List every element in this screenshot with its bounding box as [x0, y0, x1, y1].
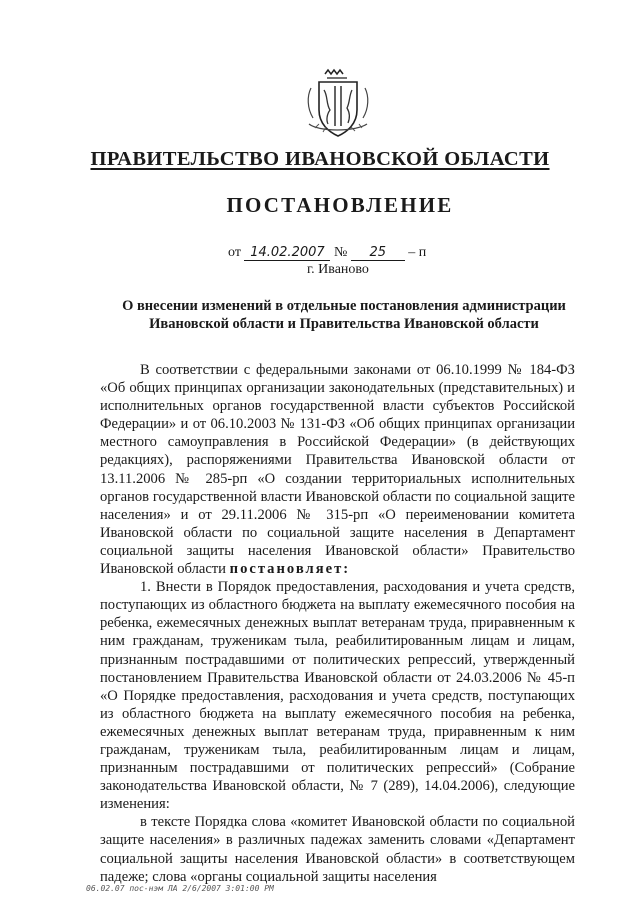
coat-of-arms-icon — [297, 68, 379, 140]
amendment-paragraph: в тексте Порядка слова «комитет Ивановской области по социальной защите населения» в различных падежах заменить словами «Департамент социальной защиты населения Ивановской области» в соответствующем падеже; слова «органы социальной защиты населения — [100, 814, 575, 885]
preamble-text: В соответствии с федеральными законами от 06.10.1999 № 184-ФЗ «Об общих принципах организации законодательных (представительных) и исполнительных органов государственной власти субъектов Российской Федерации» и от 06.10.2003 № 131-ФЗ «Об общих принципах организации местного самоуправления в Российской Федерации» (в действующих редакциях), распоряжениями Правительства Ивановской области от 13.11.2006 № 285-рп «О создании территориальных исполнительных органов государственной власти Ивановской области по социальной защите населения» и от 29.11.2006 № 315-рп «О переименовании комитета Ивановской области по социальной защите населения в Департамент социальной защиты населения Ивановской области» Правительство Ивановской области — [100, 362, 575, 578]
document-type: ПОСТАНОВЛЕНИЕ — [226, 193, 454, 217]
date-prefix: от — [228, 245, 241, 260]
handwritten-number: 25 — [351, 246, 405, 261]
handwritten-date: 14.02.2007 — [244, 246, 330, 261]
date-line — [228, 245, 426, 261]
subject-line: Ивановской области и Правительства Ивановской области — [149, 316, 539, 332]
preamble-paragraph — [100, 361, 575, 578]
file-stamp: 06.02.07 пос-нэм ЛА 2/6/2007 3:01:00 PM — [86, 884, 274, 893]
decree-word: постановляет: — [229, 561, 351, 578]
subject-line: О внесении изменений в отдельные постановления администрации — [122, 298, 566, 314]
number-suffix: – п — [408, 245, 427, 260]
city: г. Иваново — [307, 262, 369, 277]
document-subject — [95, 297, 593, 333]
clause-1-paragraph: 1. Внести в Порядок предоставления, расходования и учета средств, поступающих из областного бюджета на выплату ежемесячного пособия на ребенка, ежемесячных денежных выплат ветеранам труда, приравненным к ним гражданам, труженикам тыла, реабилитированным лицам и лицам, признанным пострадавшими от политических репрессий, утвержденный постановлением Правительства Ивановской области от 24.03.2006 № 45-п «О Порядке предоставления, расходования и учета средств, поступающих из областного бюджета на выплату ежемесячного пособия на ребенка, ежемесячных денежных выплат ветеранам труда, приравненным к ним гражданам, труженикам тыла, реабилитированным лицам и лицам, признанным пострадавшими от политических репрессий» (Собрание законодательства Ивановской области, № 7 (289), 14.04.2006), следующие изменения: — [100, 579, 575, 813]
organization-title: ПРАВИТЕЛЬСТВО ИВАНОВСКОЙ ОБЛАСТИ — [90, 148, 550, 170]
document-body — [100, 361, 575, 886]
number-prefix: № — [333, 245, 348, 260]
